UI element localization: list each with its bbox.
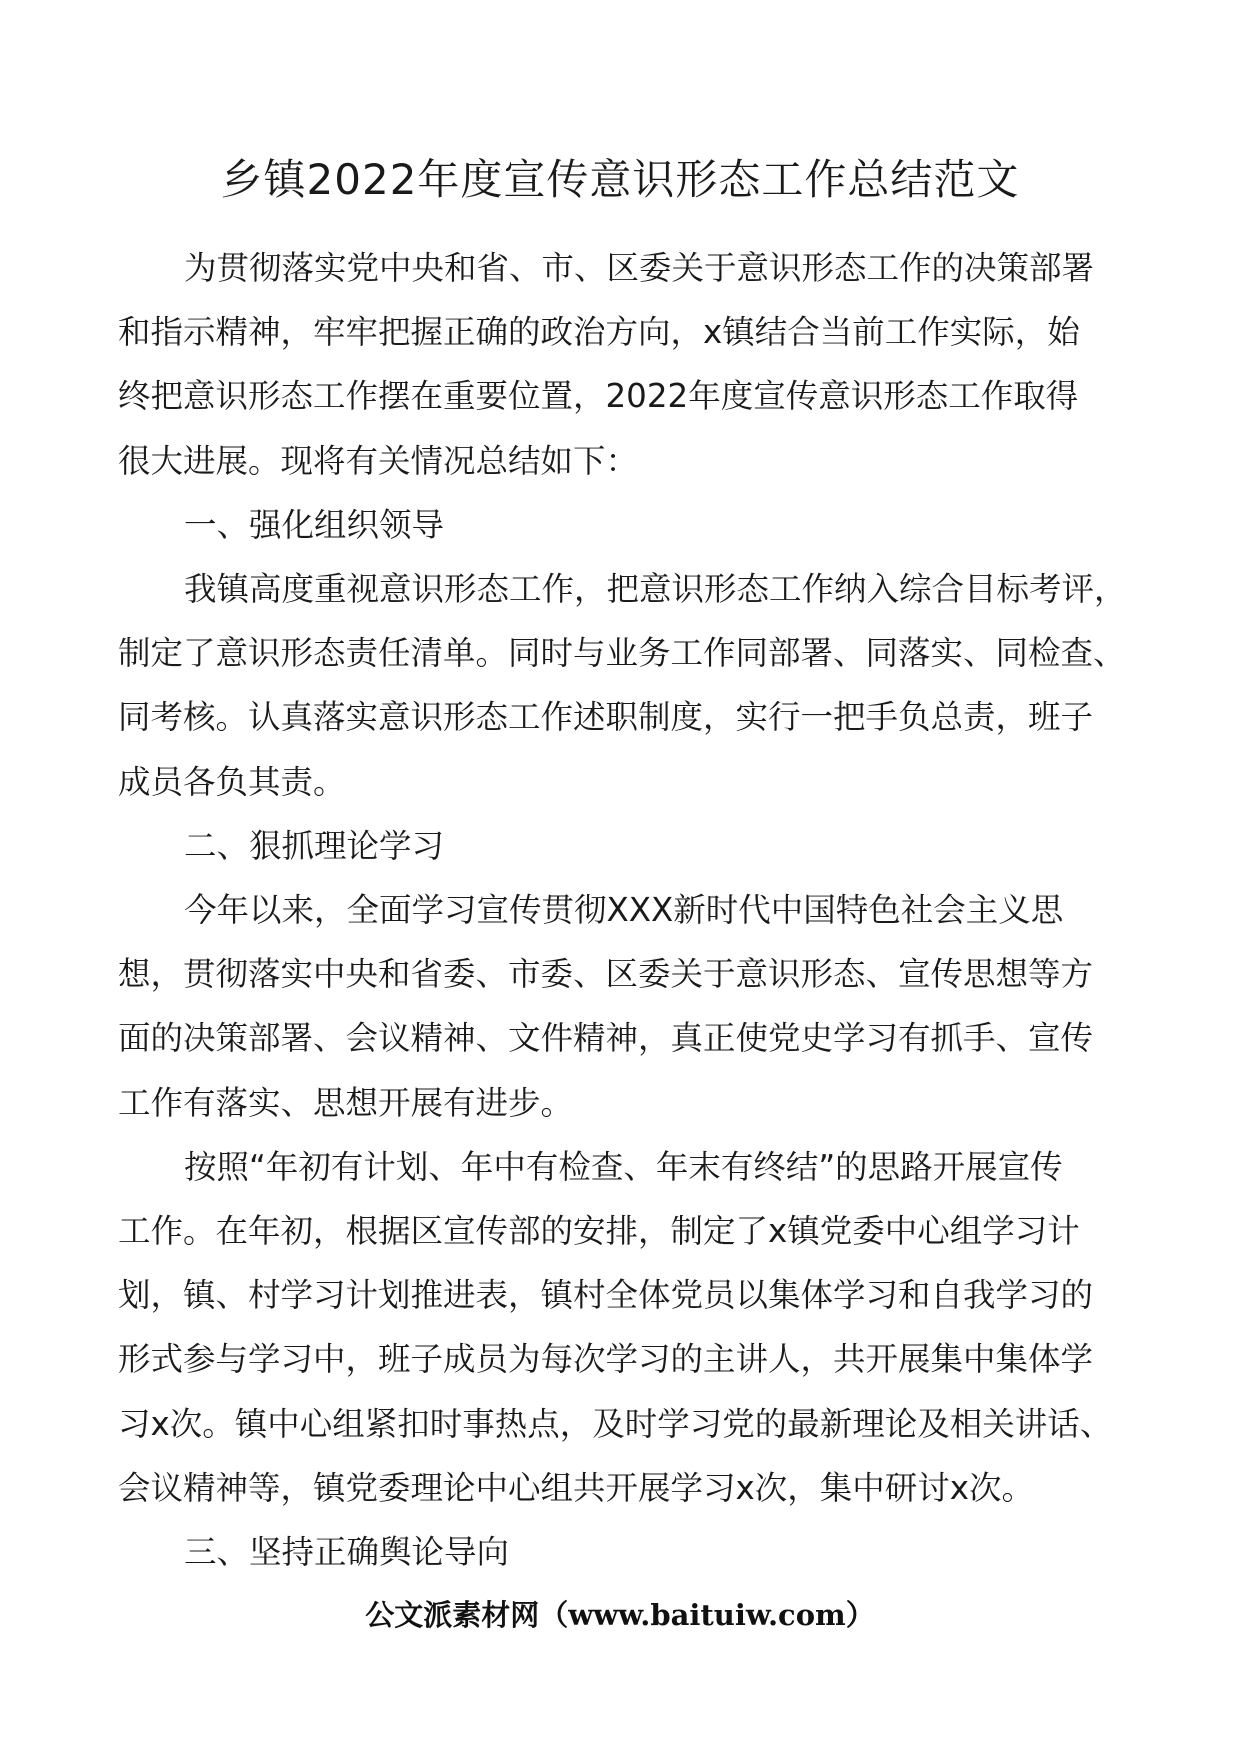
section-heading-3: 三、坚持正确舆论导向 [184, 1533, 510, 1572]
text-line: 工作。在年初，根据区宣传部的安排，制定了x镇党委中心组学习计 [118, 1212, 1080, 1251]
text-line: 为贯彻落实党中央和省、市、区委关于意识形态工作的决策部署 [184, 249, 1095, 287]
text-line: 会议精神等，镇党委理论中心组共开展学习x次，集中研讨x次。 [118, 1468, 1034, 1507]
text-line: 我镇高度重视意识形态工作，把意识形态工作纳入综合目标考评， [184, 570, 1127, 609]
text-line: 习x次。镇中心组紧扣时事热点，及时学习党的最新理论及相关讲话、 [118, 1404, 1113, 1443]
text-line: 制定了意识形态责任清单。同时与业务工作同部署、同落实、同检查、 [118, 634, 1126, 673]
section2-paragraph-2 [118, 1135, 1122, 1520]
document-body [118, 236, 1127, 1584]
section-heading-2: 二、狠抓理论学习 [184, 826, 445, 865]
text-line: 终把意识形态工作摆在重要位置，2022年度宣传意识形态工作取得 [118, 377, 1079, 416]
text-line: 想，贯彻落实中央和省委、市委、区委关于意识形态、宣传思想等方 [118, 955, 1094, 994]
text-line: 今年以来，全面学习宣传贯彻XXX新时代中国特色社会主义思 [184, 891, 1064, 930]
footer-watermark: 公文派素材网（www.baituiw.com） [365, 1598, 875, 1632]
text-line: 形式参与学习中，班子成员为每次学习的主讲人，共开展集中集体学 [118, 1340, 1094, 1379]
text-line: 同考核。认真落实意识形态工作述职制度，实行一把手负总责，班子 [118, 698, 1094, 737]
text-line: 工作有落实、思想开展有进步。 [118, 1083, 574, 1122]
text-line: 按照“年初有计划、年中有检查、年末有终结”的思路开展宣传 [184, 1147, 1063, 1186]
section-heading-1: 一、强化组织领导 [184, 505, 445, 544]
text-line: 成员各负其责。 [118, 762, 346, 801]
document-title: 乡镇2022年度宣传意识形态工作总结范文 [220, 155, 1020, 204]
text-line: 很大进展。现将有关情况总结如下： [118, 441, 639, 480]
section1-paragraph [118, 557, 1127, 814]
section2-paragraph-1 [118, 878, 1122, 1135]
text-line: 面的决策部署、会议精神、文件精神，真正使党史学习有抓手、宣传 [118, 1019, 1094, 1058]
text-line: 划，镇、村学习计划推进表，镇村全体党员以集体学习和自我学习的 [118, 1276, 1094, 1315]
intro-paragraph [118, 236, 1122, 493]
text-line: 和指示精神，牢牢把握正确的政治方向，x镇结合当前工作实际，始 [118, 313, 1080, 352]
